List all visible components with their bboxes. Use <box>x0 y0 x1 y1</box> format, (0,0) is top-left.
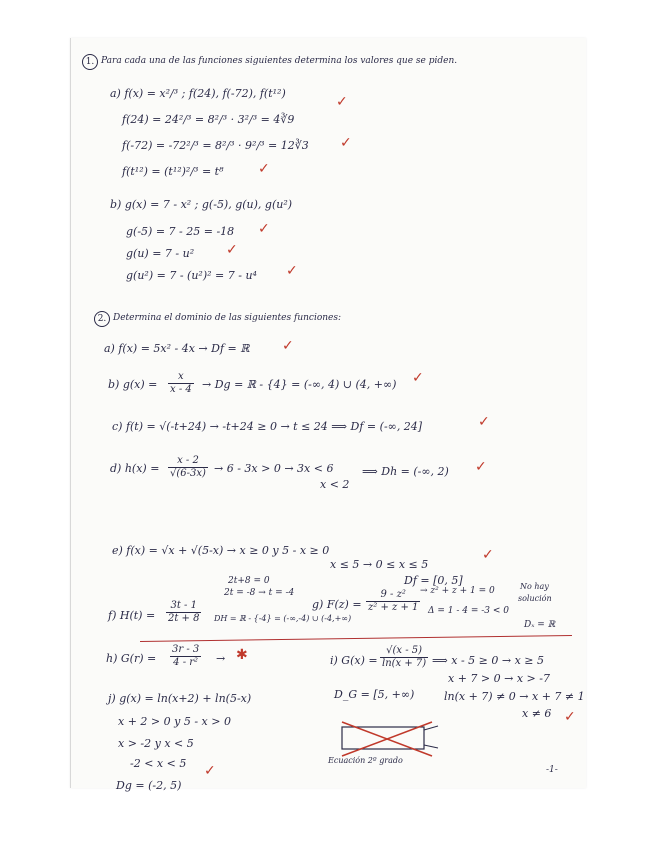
part-h-denominator: 4 - r² <box>173 657 199 668</box>
part-j-interval: -2 < x < 5 <box>130 757 187 770</box>
part-d-denominator: √(6-3x) <box>170 468 206 479</box>
exercise-number-1: 1. <box>82 54 98 70</box>
part-a-statement: a) f(x) = x²/³ ; f(24), f(-72), f(t¹²) <box>110 87 286 100</box>
part-j-statement: j) g(x) = ln(x+2) + ln(5-x) <box>108 692 252 705</box>
part-g-discriminant: Δ = 1 - 4 = -3 < 0 <box>428 606 509 616</box>
part-h-numerator: 3r - 3 <box>172 644 200 655</box>
check-mark-icon: ✓ <box>482 547 494 563</box>
part-j-condition: x + 2 > 0 y 5 - x > 0 <box>118 715 231 728</box>
part-c-domain: c) f(t) = √(-t+24) → -t+24 ≥ 0 → t ≤ 24 ⟹ Df = (-∞, 24] <box>112 420 423 433</box>
part-j-domain-result: Dg = (-2, 5) <box>116 779 182 792</box>
check-mark-icon: ✓ <box>336 94 348 110</box>
exercise-2-heading: Determina el dominio de las siguientes funciones: <box>113 313 342 323</box>
check-mark-icon: ✓ <box>226 242 238 258</box>
part-g-numerator: 9 - z² <box>366 589 420 602</box>
scribble-mark-icon: ✱ <box>236 647 248 663</box>
check-mark-icon: ✓ <box>204 763 216 779</box>
part-i-domain-result: D_G = [5, +∞) <box>334 688 415 701</box>
part-f-denominator: 2t + 8 <box>168 613 200 624</box>
part-a-step-3: f(t¹²) = (t¹²)²/³ = t⁸ <box>122 165 224 178</box>
check-mark-icon: ✓ <box>340 135 352 151</box>
part-i-domain-label: i) G(x) = <box>330 654 378 667</box>
check-mark-icon: ✓ <box>258 221 270 237</box>
check-mark-icon: ✓ <box>412 370 424 386</box>
page-number: -1- <box>546 765 558 775</box>
check-mark-icon: ✓ <box>564 709 576 725</box>
part-i-denominator: ln(x + 7) <box>382 658 427 669</box>
check-mark-icon: ✓ <box>475 459 487 475</box>
check-mark-icon: ✓ <box>286 263 298 279</box>
part-f-zero-solution: 2t = -8 → t = -4 <box>224 588 295 598</box>
part-f-domain-label: f) H(t) = <box>108 609 156 622</box>
part-d-solution: x < 2 <box>320 478 350 491</box>
part-g-equation: → z² + z + 1 = 0 <box>420 586 495 596</box>
part-d-domain-result: ⟹ Dh = (-∞, 2) <box>362 465 449 478</box>
part-b-domain-label: b) g(x) = <box>108 378 158 391</box>
exercise-1-heading: Para cada una de las funciones siguientes determina los valores que se piden. <box>101 56 458 66</box>
part-g-note-line-2: solución <box>518 594 552 603</box>
part-e-interval: x ≤ 5 → 0 ≤ x ≤ 5 <box>330 558 429 571</box>
part-d-numerator: x - 2 <box>168 455 208 468</box>
part-g-denominator: z² + z + 1 <box>368 602 419 613</box>
part-i-step-3: ln(x + 7) ≠ 0 → x + 7 ≠ 1 <box>444 690 585 703</box>
part-i-numerator: √(x - 5) <box>380 645 428 658</box>
part-b-numerator: x <box>168 371 194 384</box>
part-d-inequality: → 6 - 3x > 0 → 3x < 6 <box>214 462 334 475</box>
part-g-note-line-1: No hay <box>520 582 549 591</box>
check-mark-icon: ✓ <box>282 338 294 354</box>
part-e-domain-result: Df = [0, 5] <box>404 574 463 587</box>
part-f-domain-result: DH = ℝ - {-4} = (-∞,-4) ∪ (-4,+∞) <box>214 614 352 623</box>
part-a-step-2: f(-72) = -72²/³ = 8²/³ · 9²/³ = 12∛3 <box>122 139 309 152</box>
part-d-domain-label: d) h(x) = <box>110 462 160 475</box>
part-h-arrow: → <box>216 652 226 665</box>
part-g-domain-result: Dₓ = ℝ <box>524 620 556 630</box>
crossed-box-note: Ecuación 2º grado <box>328 756 403 765</box>
check-mark-icon: ✓ <box>258 161 270 177</box>
part-a-step-1: f(24) = 24²/³ = 8²/³ · 3²/³ = 4∛9 <box>122 113 295 126</box>
part-b-statement: b) g(x) = 7 - x² ; g(-5), g(u), g(u²) <box>110 198 293 211</box>
part-b-step-3: g(u²) = 7 - (u²)² = 7 - u⁴ <box>126 269 257 282</box>
part-i-step-1: ⟹ x - 5 ≥ 0 → x ≥ 5 <box>432 654 545 667</box>
part-i-step-2: x + 7 > 0 → x > -7 <box>448 672 550 685</box>
part-f-zero-equation: 2t+8 = 0 <box>228 576 270 586</box>
part-h-domain-label: h) G(r) = <box>106 652 157 665</box>
part-b-step-1: g(-5) = 7 - 25 = -18 <box>126 225 235 238</box>
part-g-domain-label: g) F(z) = <box>312 598 362 611</box>
part-b-step-2: g(u) = 7 - u² <box>126 247 195 260</box>
part-i-step-4: x ≠ 6 <box>522 707 552 720</box>
part-b-denominator: x - 4 <box>170 384 192 395</box>
part-f-numerator: 3t - 1 <box>166 600 201 613</box>
part-j-simplified: x > -2 y x < 5 <box>118 737 194 750</box>
part-e-domain: e) f(x) = √x + √(5-x) → x ≥ 0 y 5 - x ≥ 0 <box>112 544 330 557</box>
part-b-domain-result: → Dg = ℝ - {4} = (-∞, 4) ∪ (4, +∞) <box>202 378 397 391</box>
check-mark-icon: ✓ <box>478 414 490 430</box>
exercise-number-2: 2. <box>94 311 110 327</box>
part-a-domain: a) f(x) = 5x² - 4x → Df = ℝ <box>104 342 250 355</box>
